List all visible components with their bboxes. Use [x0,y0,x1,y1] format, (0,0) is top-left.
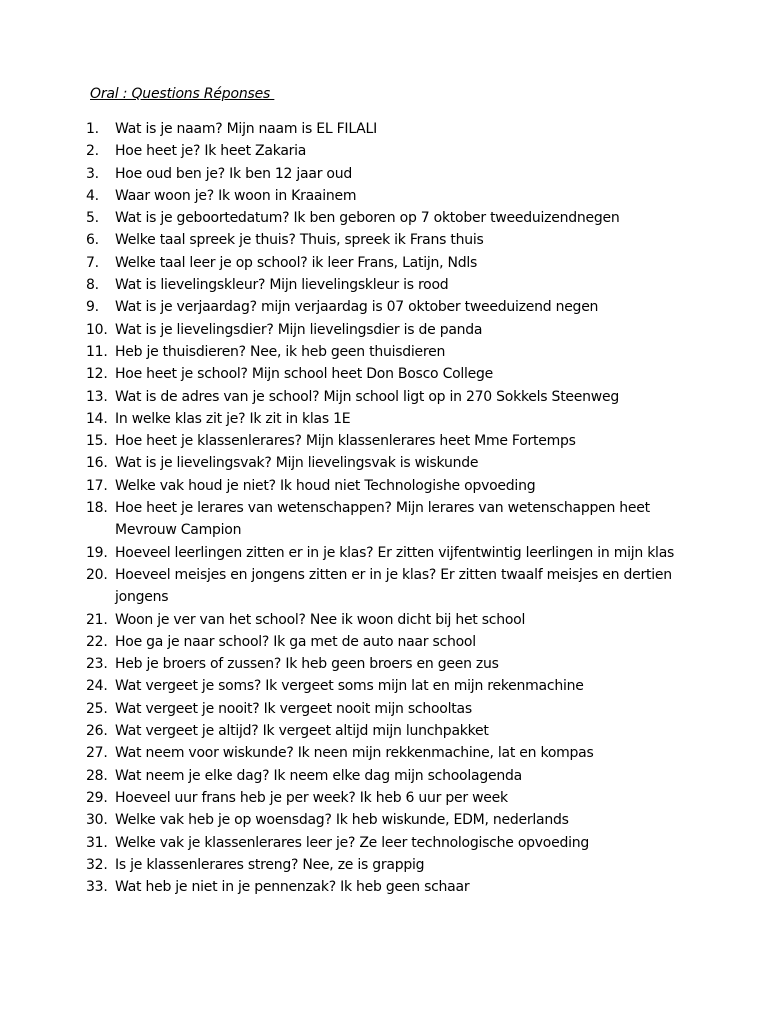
list-item-text: Hoe oud ben je? Ik ben 12 jaar oud [115,165,352,182]
list-item-number: 29. [86,789,108,806]
list-item-number: 23. [86,656,108,673]
list-item-number: 27. [86,745,108,762]
list-item-number: 31. [86,834,108,851]
list-item [86,787,696,809]
list-item-number: 32. [86,856,108,873]
list-item [86,430,696,452]
list-item-text: Hoeveel uur frans heb je per week? Ik heb 6 uur per week [115,789,508,806]
list-item-number: 19. [86,544,108,561]
list-item-number: 1. [86,121,99,137]
list-item-number: 33. [86,879,108,896]
list-item-text: Wat is je naam? Mijn naam is EL FILALI [115,121,377,137]
list-item-text: Hoe ga je naar school? Ik ga met de auto naar school [115,633,476,650]
list-item-text: Wat is je geboortedatum? Ik ben geboren op 7 oktober tweeduizendnegen [115,210,620,227]
list-item-text: Wat is je lievelingsdier? Mijn lievelingsdier is de panda [115,321,483,338]
list-item-text: Welke taal leer je op school? ik leer Frans, Latijn, Ndls [115,254,478,271]
list-item-number: 8. [86,277,99,294]
list-item-number: 14. [86,410,108,427]
list-item [86,742,696,764]
list-item-number: 17. [86,477,108,494]
list-item [86,296,696,318]
list-item [86,720,696,742]
list-item [86,274,696,296]
document-title: Oral : Questions Réponses [90,86,275,102]
list-item-text: Hoeveel leerlingen zitten er in je klas? Er zitten vijfentwintig leerlingen in mijn klas [115,544,675,561]
list-item-text: Wat heb je niet in je pennenzak? Ik heb geen schaar [115,879,470,896]
list-item-text: Wat vergeet je nooit? Ik vergeet nooit mijn schooltas [115,700,472,717]
list-item [86,653,696,675]
list-item [86,140,696,162]
list-item-number: 2. [86,143,99,160]
list-item-number: 24. [86,678,108,695]
list-item-text: Wat vergeet je altijd? Ik vergeet altijd mijn lunchpakket [115,723,489,740]
list-item-number: 16. [86,455,108,472]
list-item [86,408,696,430]
list-item-text: Welke vak je klassenlerares leer je? Ze leer technologische opvoeding [115,834,590,851]
list-item-text: Woon je ver van het school? Nee ik woon dicht bij het school [115,611,526,628]
list-item-text: Wat neem voor wiskunde? Ik neen mijn rekkenmachine, lat en kompas [115,745,594,762]
list-item [86,207,696,229]
list-item-text: Wat neem je elke dag? Ik neem elke dag mijn schoolagenda [115,767,522,784]
list-item [86,229,696,251]
list-item-number: 30. [86,812,108,829]
list-item-text: Hoeveel meisjes en jongens zitten er in je klas? Er zitten twaalf meisjes en dertien jongens [115,566,672,606]
list-item-number: 4. [86,187,99,204]
list-item-number: 11. [86,343,108,360]
list-item-text: Hoe heet je lerares van wetenschappen? Mijn lerares van wetenschappen heet Mevrouw Campion [115,500,650,539]
qa-list [86,118,696,898]
list-item [86,832,696,854]
list-item [86,363,696,385]
list-item-text: Wat is de adres van je school? Mijn school ligt op in 270 Sokkels Steenweg [115,388,619,405]
list-item-number: 9. [86,299,99,316]
list-item [86,185,696,207]
list-item [86,698,696,720]
list-item [86,252,696,274]
list-item-number: 21. [86,611,108,628]
list-item-number: 28. [86,767,108,784]
list-item [86,809,696,831]
list-item-text: Hoe heet je school? Mijn school heet Don Bosco College [115,366,494,383]
list-item-text: In welke klas zit je? Ik zit in klas 1E [115,410,351,427]
list-item-text: Hoe heet je? Ik heet Zakaria [115,143,307,160]
list-item-number: 26. [86,723,108,740]
list-item-number: 3. [86,165,99,182]
list-item [86,341,696,363]
list-item-number: 20. [86,566,108,583]
list-item [86,497,696,542]
list-item-number: 12. [86,366,108,383]
list-item-text: Waar woon je? Ik woon in Kraainem [115,187,357,204]
list-item-number: 18. [86,500,108,517]
list-item-number: 15. [86,433,108,450]
list-item-text: Hoe heet je klassenlerares? Mijn klassenlerares heet Mme Fortemps [115,433,576,450]
list-item-text: Welke taal spreek je thuis? Thuis, spreek ik Frans thuis [115,232,484,249]
list-item-text: Welke vak heb je op woensdag? Ik heb wiskunde, EDM, nederlands [115,812,569,829]
list-item [86,319,696,341]
list-item [86,609,696,631]
list-item [86,386,696,408]
list-item [86,542,696,564]
list-item-text: Welke vak houd je niet? Ik houd niet Technologishe opvoeding [115,477,536,494]
list-item [86,452,696,474]
list-item-text: Is je klassenlerares streng? Nee, ze is grappig [115,856,425,873]
list-item-number: 22. [86,633,108,650]
list-item-number: 10. [86,321,108,338]
list-item [86,564,696,609]
list-item-text: Wat is lievelingskleur? Mijn lievelingskleur is rood [115,277,449,294]
list-item [86,765,696,787]
list-item-number: 5. [86,210,99,227]
list-item-number: 25. [86,700,108,717]
list-item [86,631,696,653]
list-item [86,163,696,185]
list-item-number: 13. [86,388,108,405]
list-item [86,876,696,898]
list-item-text: Wat vergeet je soms? Ik vergeet soms mijn lat en mijn rekenmachine [115,678,584,695]
list-item [86,118,696,140]
list-item-number: 6. [86,232,99,249]
list-item-text: Wat is je lievelingsvak? Mijn lievelingsvak is wiskunde [115,455,479,472]
list-item [86,854,696,876]
list-item-text: Wat is je verjaardag? mijn verjaardag is 07 oktober tweeduizend negen [115,299,599,316]
list-item [86,475,696,497]
list-item-text: Heb je thuisdieren? Nee, ik heb geen thuisdieren [115,343,446,360]
list-item-number: 7. [86,254,99,271]
list-item [86,675,696,697]
list-item-text: Heb je broers of zussen? Ik heb geen broers en geen zus [115,656,499,673]
